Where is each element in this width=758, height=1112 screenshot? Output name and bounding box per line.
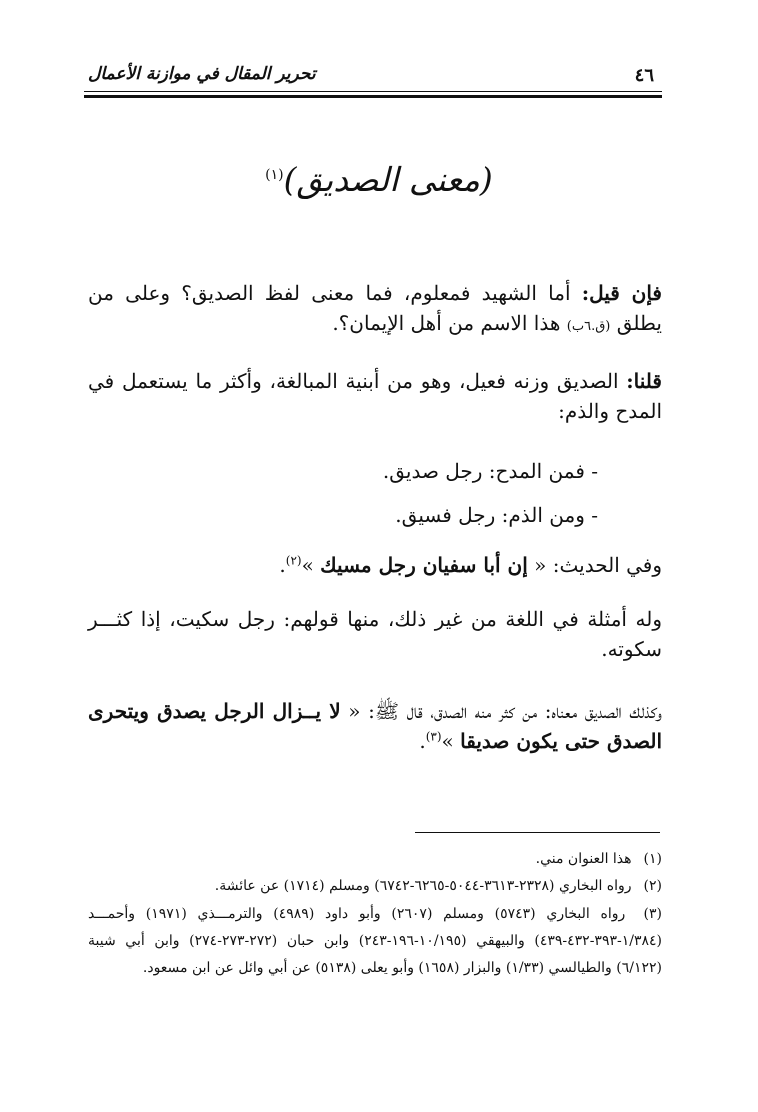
hadith-1-suffix: » — [301, 553, 321, 577]
paragraph-siddiq-meaning — [88, 696, 662, 757]
footnotes — [88, 846, 662, 982]
footnote-text: رواه البخاري (٥٧٤٣) ومسلم (٢٦٠٧) وأبو داود (٤٩٨٩) والترمـــذي (١٩٧١) وأحمـــد (١/٣٨٤-٣٩٣-٤٣٢-٤٣٩) والبيهقي (١٠/١٩٥-١٩٦-٢٤٣) وابن حبان (٢٧٢-٢٧٣-٢٧٤) وابن أبي شيبة (٦/١٢٢) والطيالسي (١/٣٣) والبزار (١٦٥٨) وأبو يعلى (٥١٣٨) عن أبي وائل عن ابن مسعود. — [88, 905, 662, 977]
chapter-title-footnote-ref: (١) — [265, 167, 284, 183]
footnote-ref-2: (٢) — [285, 553, 302, 568]
header-rule-thin — [84, 91, 662, 92]
footnote-1 — [88, 846, 662, 873]
hadith-1-prefix: وفي الحديث: « — [527, 553, 662, 577]
list-item-blame: - ومن الذم: رجل فسيق. — [395, 503, 598, 527]
footnote-number: (٢) — [643, 878, 662, 895]
footnote-number: (٣) — [643, 905, 663, 922]
hadith-1-end: . — [279, 553, 286, 577]
hadith-2-end: . — [419, 729, 426, 754]
hadith-1-text: إن أبا سفيان رجل مسيك — [320, 553, 528, 577]
page-header — [84, 62, 662, 98]
chapter-title-text: (معنى الصديق) — [283, 160, 493, 199]
list-item-praise: - فمن المدح: رجل صديق. — [382, 459, 598, 483]
hadith-2-prefix: وكذلك الصديق معناه: من كثر منه الصدق، قال ﷺ: « — [340, 699, 662, 723]
answer-text: الصديق وزنه فعيل، وهو من أبنية المبالغة، وأكثر ما يستعمل في المدح والذم: — [88, 369, 662, 424]
footnote-text: هذا العنوان مني. — [535, 851, 632, 867]
question-tail: هذا الاسم من أهل الإيمان؟. — [332, 311, 567, 336]
question-lead: فإن قيل: — [581, 281, 662, 305]
running-title: تحرير المقال في موازنة الأعمال — [88, 64, 316, 84]
footnote-3 — [88, 901, 662, 983]
header-rule — [84, 95, 662, 98]
footnote-separator — [415, 832, 660, 833]
chapter-title — [0, 160, 758, 200]
manuscript-folio-marker: (ق.٦ب) — [566, 319, 611, 335]
question-text: أما الشهيد فمعلوم، فما معنى لفظ الصديق؟ وعلى من يطلق — [88, 281, 662, 336]
footnote-ref-3: (٣) — [425, 729, 442, 744]
paragraph-language-examples: وله أمثلة في اللغة من غير ذلك، منها قولهم: رجل سكيت، إذا كثـــر سكوته. — [88, 607, 662, 662]
hadith-2-suffix: » — [441, 729, 461, 754]
paragraph-question — [88, 278, 662, 339]
footnote-2 — [88, 873, 662, 900]
footnote-number: (١) — [643, 851, 662, 867]
footnote-text: رواه البخاري (٢٣٢٨-٣٦١٣-٥٠٤٤-٦٢٦٥-٦٧٤٢) ومسلم (١٧١٤) عن عائشة. — [214, 878, 632, 895]
page-number: ٤٦ — [634, 65, 654, 86]
hadith-2-text: لا يــزال الرجل يصدق ويتحرى الصدق حتى يكون صديقا — [88, 699, 662, 754]
answer-lead: قلنا: — [626, 369, 662, 393]
paragraph-answer — [88, 366, 662, 427]
paragraph-hadith-abu-sufyan — [88, 550, 662, 580]
